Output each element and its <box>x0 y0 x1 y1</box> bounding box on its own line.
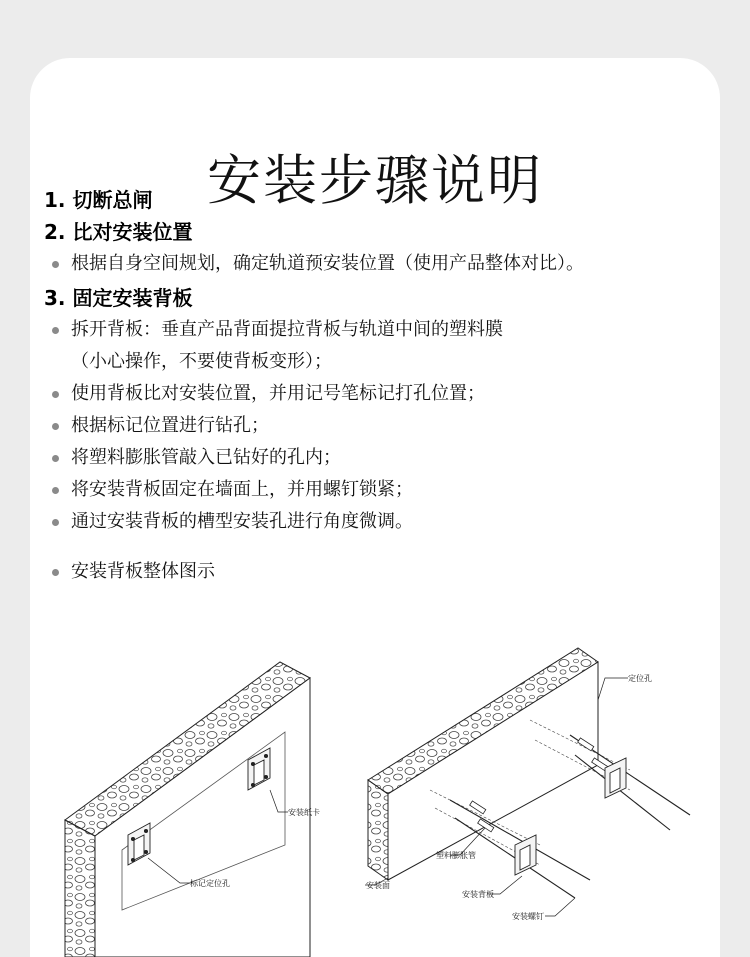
section-2-list <box>44 248 684 280</box>
label-mark-hole: 标记定位孔 <box>190 879 230 888</box>
label-backplate: 安装背板 <box>462 890 494 899</box>
installation-figure <box>30 640 720 957</box>
label-paper-card: 安装纸卡 <box>288 808 320 817</box>
list-item: 根据标记位置进行钻孔； <box>44 410 684 442</box>
label-anchor: 塑料膨胀管 <box>436 851 476 860</box>
list-item: 拆开背板：垂直产品背面提拉背板与轨道中间的塑料膜 （小心操作，不要使背板变形）； <box>44 314 684 378</box>
right-backplate-upper <box>605 758 626 798</box>
section-3-list <box>44 314 684 538</box>
installation-diagram <box>30 640 720 957</box>
list-item: 通过安装背板的槽型安装孔进行角度微调。 <box>44 506 684 538</box>
list-item: 使用背板比对安装位置，并用记号笔标记打孔位置； <box>44 378 684 410</box>
page-title: 安装步骤说明 <box>207 149 543 212</box>
figure-caption-list <box>44 556 684 588</box>
right-backplate-lower <box>515 835 536 875</box>
list-item: 将安装背板固定在墙面上，并用螺钉锁紧； <box>44 474 684 506</box>
list-item: 将塑料膨胀管敲入已钻好的孔内； <box>44 442 684 474</box>
label-locating-hole: 定位孔 <box>628 674 652 683</box>
instructions <box>44 184 684 588</box>
left-wall <box>65 662 310 957</box>
list-item: 根据自身空间规划，确定轨道预安装位置（使用产品整体对比）。 <box>44 248 684 280</box>
section-heading-3: 3. 固定安装背板 <box>44 286 193 310</box>
label-mount-surface: 安装面 <box>366 881 390 890</box>
right-wall <box>368 648 598 880</box>
section-heading-2: 2. 比对安装位置 <box>44 220 193 244</box>
label-screw: 安装螺钉 <box>512 912 544 921</box>
figure-caption: 安装背板整体图示 <box>44 556 684 588</box>
list-item-continuation: （小心操作，不要使背板变形）； <box>71 351 332 372</box>
section-heading-1: 1. 切断总闸 <box>44 188 153 212</box>
